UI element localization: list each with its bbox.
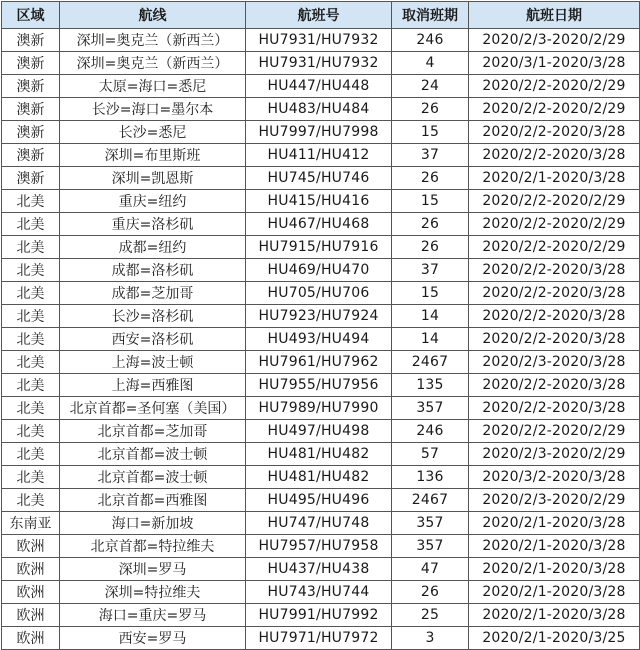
cell-flight-dates: 2020/2/3-2020/2/29 bbox=[469, 489, 640, 512]
cell-flight-number: HU415/HU416 bbox=[246, 190, 392, 213]
cell-route: 成都=洛杉矶 bbox=[60, 259, 246, 282]
header-route: 航线 bbox=[60, 2, 246, 29]
table-row bbox=[2, 581, 640, 604]
cell-flight-number: HU745/HU746 bbox=[246, 167, 392, 190]
header-flight-dates: 航班日期 bbox=[469, 2, 640, 29]
cell-flight-number: HU481/HU482 bbox=[246, 443, 392, 466]
cell-flight-number: HU7915/HU7916 bbox=[246, 236, 392, 259]
cell-flight-dates: 2020/2/1-2020/3/25 bbox=[469, 627, 640, 650]
cell-route: 北京首都=特拉维夫 bbox=[60, 535, 246, 558]
cell-flight-dates: 2020/2/2-2020/2/29 bbox=[469, 236, 640, 259]
cell-flight-dates: 2020/2/2-2020/3/28 bbox=[469, 121, 640, 144]
table-row bbox=[2, 351, 640, 374]
cell-region: 欧洲 bbox=[2, 581, 60, 604]
cell-cancelled-days: 2467 bbox=[392, 489, 469, 512]
cell-route: 北京首都=圣何塞（美国） bbox=[60, 397, 246, 420]
cell-route: 西安=洛杉矶 bbox=[60, 328, 246, 351]
cell-flight-number: HU743/HU744 bbox=[246, 581, 392, 604]
cell-flight-number: HU7997/HU7998 bbox=[246, 121, 392, 144]
cell-cancelled-days: 24 bbox=[392, 75, 469, 98]
cell-flight-number: HU411/HU412 bbox=[246, 144, 392, 167]
cell-flight-dates: 2020/3/2-2020/3/28 bbox=[469, 466, 640, 489]
cell-route: 长沙=洛杉矶 bbox=[60, 305, 246, 328]
cell-route: 长沙=悉尼 bbox=[60, 121, 246, 144]
table-row bbox=[2, 535, 640, 558]
cell-route: 北京首都=波士顿 bbox=[60, 466, 246, 489]
table-row bbox=[2, 236, 640, 259]
table-row bbox=[2, 282, 640, 305]
cell-flight-number: HU7923/HU7924 bbox=[246, 305, 392, 328]
cell-route: 海口=新加坡 bbox=[60, 512, 246, 535]
header-flight-number: 航班号 bbox=[246, 2, 392, 29]
table-row bbox=[2, 512, 640, 535]
table-row bbox=[2, 121, 640, 144]
cell-flight-dates: 2020/2/1-2020/3/28 bbox=[469, 604, 640, 627]
table-row bbox=[2, 213, 640, 236]
cell-region: 北美 bbox=[2, 443, 60, 466]
cell-flight-number: HU747/HU748 bbox=[246, 512, 392, 535]
cell-flight-number: HU469/HU470 bbox=[246, 259, 392, 282]
cell-flight-dates: 2020/2/3-2020/2/29 bbox=[469, 443, 640, 466]
cell-region: 北美 bbox=[2, 397, 60, 420]
cell-region: 欧洲 bbox=[2, 604, 60, 627]
cell-region: 北美 bbox=[2, 259, 60, 282]
cell-route: 成都=纽约 bbox=[60, 236, 246, 259]
cell-region: 北美 bbox=[2, 328, 60, 351]
cell-cancelled-days: 135 bbox=[392, 374, 469, 397]
cell-region: 澳新 bbox=[2, 98, 60, 121]
cell-cancelled-days: 37 bbox=[392, 144, 469, 167]
table-row bbox=[2, 443, 640, 466]
cell-cancelled-days: 26 bbox=[392, 236, 469, 259]
table-row bbox=[2, 489, 640, 512]
cell-flight-dates: 2020/2/1-2020/3/28 bbox=[469, 581, 640, 604]
table-row bbox=[2, 328, 640, 351]
cell-cancelled-days: 357 bbox=[392, 535, 469, 558]
table-row bbox=[2, 190, 640, 213]
cell-region: 澳新 bbox=[2, 75, 60, 98]
cell-route: 重庆=洛杉矶 bbox=[60, 213, 246, 236]
cell-region: 北美 bbox=[2, 420, 60, 443]
cell-route: 成都=芝加哥 bbox=[60, 282, 246, 305]
cell-region: 澳新 bbox=[2, 29, 60, 52]
flight-cancellation-table bbox=[1, 1, 640, 650]
table-row bbox=[2, 374, 640, 397]
cell-region: 北美 bbox=[2, 213, 60, 236]
cell-flight-number: HU483/HU484 bbox=[246, 98, 392, 121]
cell-flight-dates: 2020/2/2-2020/3/28 bbox=[469, 144, 640, 167]
cell-route: 深圳=奥克兰（新西兰） bbox=[60, 29, 246, 52]
cell-flight-number: HU7931/HU7932 bbox=[246, 52, 392, 75]
cell-cancelled-days: 357 bbox=[392, 512, 469, 535]
cell-flight-number: HU467/HU468 bbox=[246, 213, 392, 236]
cell-cancelled-days: 15 bbox=[392, 282, 469, 305]
cell-cancelled-days: 246 bbox=[392, 29, 469, 52]
table-row bbox=[2, 29, 640, 52]
cell-route: 上海=波士顿 bbox=[60, 351, 246, 374]
table-header bbox=[2, 2, 640, 29]
cell-route: 西安=罗马 bbox=[60, 627, 246, 650]
cell-flight-number: HU7957/HU7958 bbox=[246, 535, 392, 558]
cell-region: 北美 bbox=[2, 351, 60, 374]
cell-route: 深圳=布里斯班 bbox=[60, 144, 246, 167]
table-row bbox=[2, 167, 640, 190]
cell-cancelled-days: 37 bbox=[392, 259, 469, 282]
cell-region: 东南亚 bbox=[2, 512, 60, 535]
table-row bbox=[2, 52, 640, 75]
cell-cancelled-days: 246 bbox=[392, 420, 469, 443]
table-row bbox=[2, 604, 640, 627]
cell-flight-number: HU493/HU494 bbox=[246, 328, 392, 351]
cell-flight-number: HU7961/HU7962 bbox=[246, 351, 392, 374]
cell-flight-dates: 2020/2/2-2020/2/29 bbox=[469, 420, 640, 443]
cell-flight-number: HU7991/HU7992 bbox=[246, 604, 392, 627]
cell-cancelled-days: 15 bbox=[392, 121, 469, 144]
cell-cancelled-days: 26 bbox=[392, 213, 469, 236]
cell-region: 北美 bbox=[2, 489, 60, 512]
cell-flight-dates: 2020/2/1-2020/3/28 bbox=[469, 535, 640, 558]
table-row bbox=[2, 558, 640, 581]
cell-cancelled-days: 25 bbox=[392, 604, 469, 627]
cell-route: 北京首都=芝加哥 bbox=[60, 420, 246, 443]
cell-region: 北美 bbox=[2, 236, 60, 259]
cell-flight-dates: 2020/2/2-2020/3/28 bbox=[469, 397, 640, 420]
table-row bbox=[2, 98, 640, 121]
cell-flight-dates: 2020/3/1-2020/3/28 bbox=[469, 52, 640, 75]
cell-region: 澳新 bbox=[2, 167, 60, 190]
cell-region: 澳新 bbox=[2, 121, 60, 144]
cell-route: 长沙=海口=墨尔本 bbox=[60, 98, 246, 121]
cell-flight-dates: 2020/2/2-2020/2/29 bbox=[469, 213, 640, 236]
cell-cancelled-days: 15 bbox=[392, 190, 469, 213]
cell-cancelled-days: 4 bbox=[392, 52, 469, 75]
cell-flight-number: HU705/HU706 bbox=[246, 282, 392, 305]
cell-cancelled-days: 26 bbox=[392, 581, 469, 604]
cell-flight-dates: 2020/2/2-2020/2/29 bbox=[469, 75, 640, 98]
table-row bbox=[2, 144, 640, 167]
cell-flight-dates: 2020/2/2-2020/3/28 bbox=[469, 374, 640, 397]
cell-cancelled-days: 14 bbox=[392, 328, 469, 351]
header-cancelled-days: 取消班期 bbox=[392, 2, 469, 29]
cell-flight-dates: 2020/2/2-2020/3/28 bbox=[469, 259, 640, 282]
table-row bbox=[2, 259, 640, 282]
cell-flight-number: HU447/HU448 bbox=[246, 75, 392, 98]
cell-route: 深圳=罗马 bbox=[60, 558, 246, 581]
cell-route: 上海=西雅图 bbox=[60, 374, 246, 397]
table-row bbox=[2, 627, 640, 650]
cell-region: 澳新 bbox=[2, 52, 60, 75]
cell-flight-dates: 2020/2/1-2020/3/28 bbox=[469, 167, 640, 190]
cell-flight-number: HU7931/HU7932 bbox=[246, 29, 392, 52]
cell-flight-dates: 2020/2/2-2020/2/29 bbox=[469, 190, 640, 213]
cell-flight-dates: 2020/2/3-2020/2/29 bbox=[469, 29, 640, 52]
cell-region: 北美 bbox=[2, 374, 60, 397]
table-row bbox=[2, 420, 640, 443]
cell-route: 太原=海口=悉尼 bbox=[60, 75, 246, 98]
cell-flight-dates: 2020/2/2-2020/3/28 bbox=[469, 328, 640, 351]
cell-cancelled-days: 26 bbox=[392, 167, 469, 190]
cell-route: 深圳=凯恩斯 bbox=[60, 167, 246, 190]
cell-region: 北美 bbox=[2, 190, 60, 213]
table-row bbox=[2, 305, 640, 328]
table-row bbox=[2, 397, 640, 420]
cell-cancelled-days: 47 bbox=[392, 558, 469, 581]
cell-flight-dates: 2020/2/1-2020/3/28 bbox=[469, 512, 640, 535]
cell-region: 北美 bbox=[2, 466, 60, 489]
cell-flight-number: HU437/HU438 bbox=[246, 558, 392, 581]
cell-route: 北京首都=波士顿 bbox=[60, 443, 246, 466]
cell-route: 海口=重庆=罗马 bbox=[60, 604, 246, 627]
cell-region: 欧洲 bbox=[2, 535, 60, 558]
cell-route: 北京首都=西雅图 bbox=[60, 489, 246, 512]
cell-flight-number: HU7955/HU7956 bbox=[246, 374, 392, 397]
cell-cancelled-days: 357 bbox=[392, 397, 469, 420]
cell-flight-number: HU7971/HU7972 bbox=[246, 627, 392, 650]
cell-flight-number: HU497/HU498 bbox=[246, 420, 392, 443]
cell-region: 澳新 bbox=[2, 144, 60, 167]
cell-route: 深圳=特拉维夫 bbox=[60, 581, 246, 604]
cell-flight-dates: 2020/2/1-2020/3/28 bbox=[469, 558, 640, 581]
cell-flight-dates: 2020/2/2-2020/2/29 bbox=[469, 98, 640, 121]
cell-flight-number: HU7989/HU7990 bbox=[246, 397, 392, 420]
header-row bbox=[2, 2, 640, 29]
table-row bbox=[2, 75, 640, 98]
cell-flight-dates: 2020/2/3-2020/3/28 bbox=[469, 351, 640, 374]
cell-flight-number: HU495/HU496 bbox=[246, 489, 392, 512]
table-body bbox=[2, 29, 640, 650]
cell-cancelled-days: 3 bbox=[392, 627, 469, 650]
cell-flight-dates: 2020/2/2-2020/3/28 bbox=[469, 282, 640, 305]
header-region: 区域 bbox=[2, 2, 60, 29]
cell-cancelled-days: 14 bbox=[392, 305, 469, 328]
cell-flight-dates: 2020/2/2-2020/3/28 bbox=[469, 305, 640, 328]
cell-cancelled-days: 136 bbox=[392, 466, 469, 489]
table-row bbox=[2, 466, 640, 489]
cell-cancelled-days: 57 bbox=[392, 443, 469, 466]
cell-route: 重庆=纽约 bbox=[60, 190, 246, 213]
cell-flight-number: HU481/HU482 bbox=[246, 466, 392, 489]
cell-cancelled-days: 26 bbox=[392, 98, 469, 121]
cell-region: 北美 bbox=[2, 305, 60, 328]
cell-region: 欧洲 bbox=[2, 627, 60, 650]
cell-cancelled-days: 2467 bbox=[392, 351, 469, 374]
cell-route: 深圳=奥克兰（新西兰） bbox=[60, 52, 246, 75]
cell-region: 北美 bbox=[2, 282, 60, 305]
cell-region: 欧洲 bbox=[2, 558, 60, 581]
